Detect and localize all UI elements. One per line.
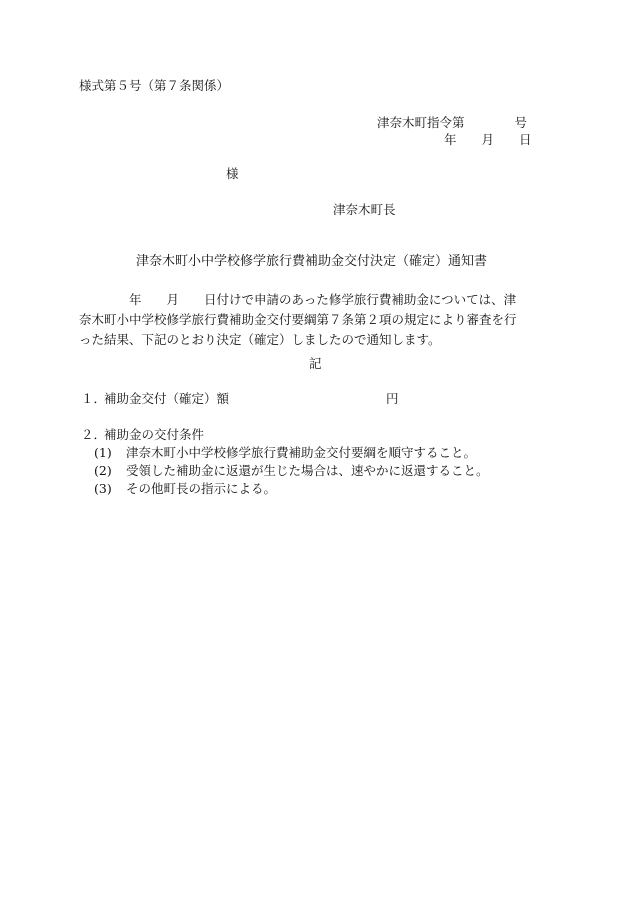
addressee-suffix: 様 — [226, 166, 239, 181]
item1-label: 補助金交付（確定）額 — [104, 391, 230, 406]
body-line-2: 奈木町小中学校修学旅行費補助金交付要綱第７条第２項の規定により審査を行 — [79, 312, 517, 327]
body-line-3: った結果、下記のとおり決定（確定）しましたので通知します。 — [79, 332, 441, 347]
condition-3-number: (3) — [94, 481, 112, 496]
issue-date: 年 月 日 — [444, 132, 532, 147]
body-line-1: 年 月 日付けで申請のあった修学旅行費補助金については、津 — [129, 292, 517, 307]
sender-name: 津奈木町長 — [333, 202, 396, 217]
condition-1-text: 津奈木町小中学校修学旅行費補助金交付要綱を順守すること。 — [126, 445, 477, 460]
condition-1-number: (1) — [94, 445, 112, 460]
item2-number: ２． — [81, 427, 107, 442]
item1-number: １． — [81, 391, 107, 406]
item1-unit: 円 — [386, 391, 399, 406]
body-paragraph — [79, 290, 561, 350]
item2-label: 補助金の交付条件 — [104, 427, 205, 442]
record-heading: 記 — [309, 356, 322, 371]
condition-3-text: その他町長の指示による。 — [126, 481, 277, 496]
issuance-number: 津奈木町指令第 号 — [377, 115, 528, 130]
document-title: 津奈木町小中学校修学旅行費補助金交付決定（確定）通知書 — [136, 254, 488, 269]
form-label: 様式第５号（第７条関係） — [79, 78, 230, 93]
condition-2-text: 受領した補助金に返還が生じた場合は、速やかに返還すること。 — [126, 463, 489, 478]
condition-2-number: (2) — [94, 463, 112, 478]
